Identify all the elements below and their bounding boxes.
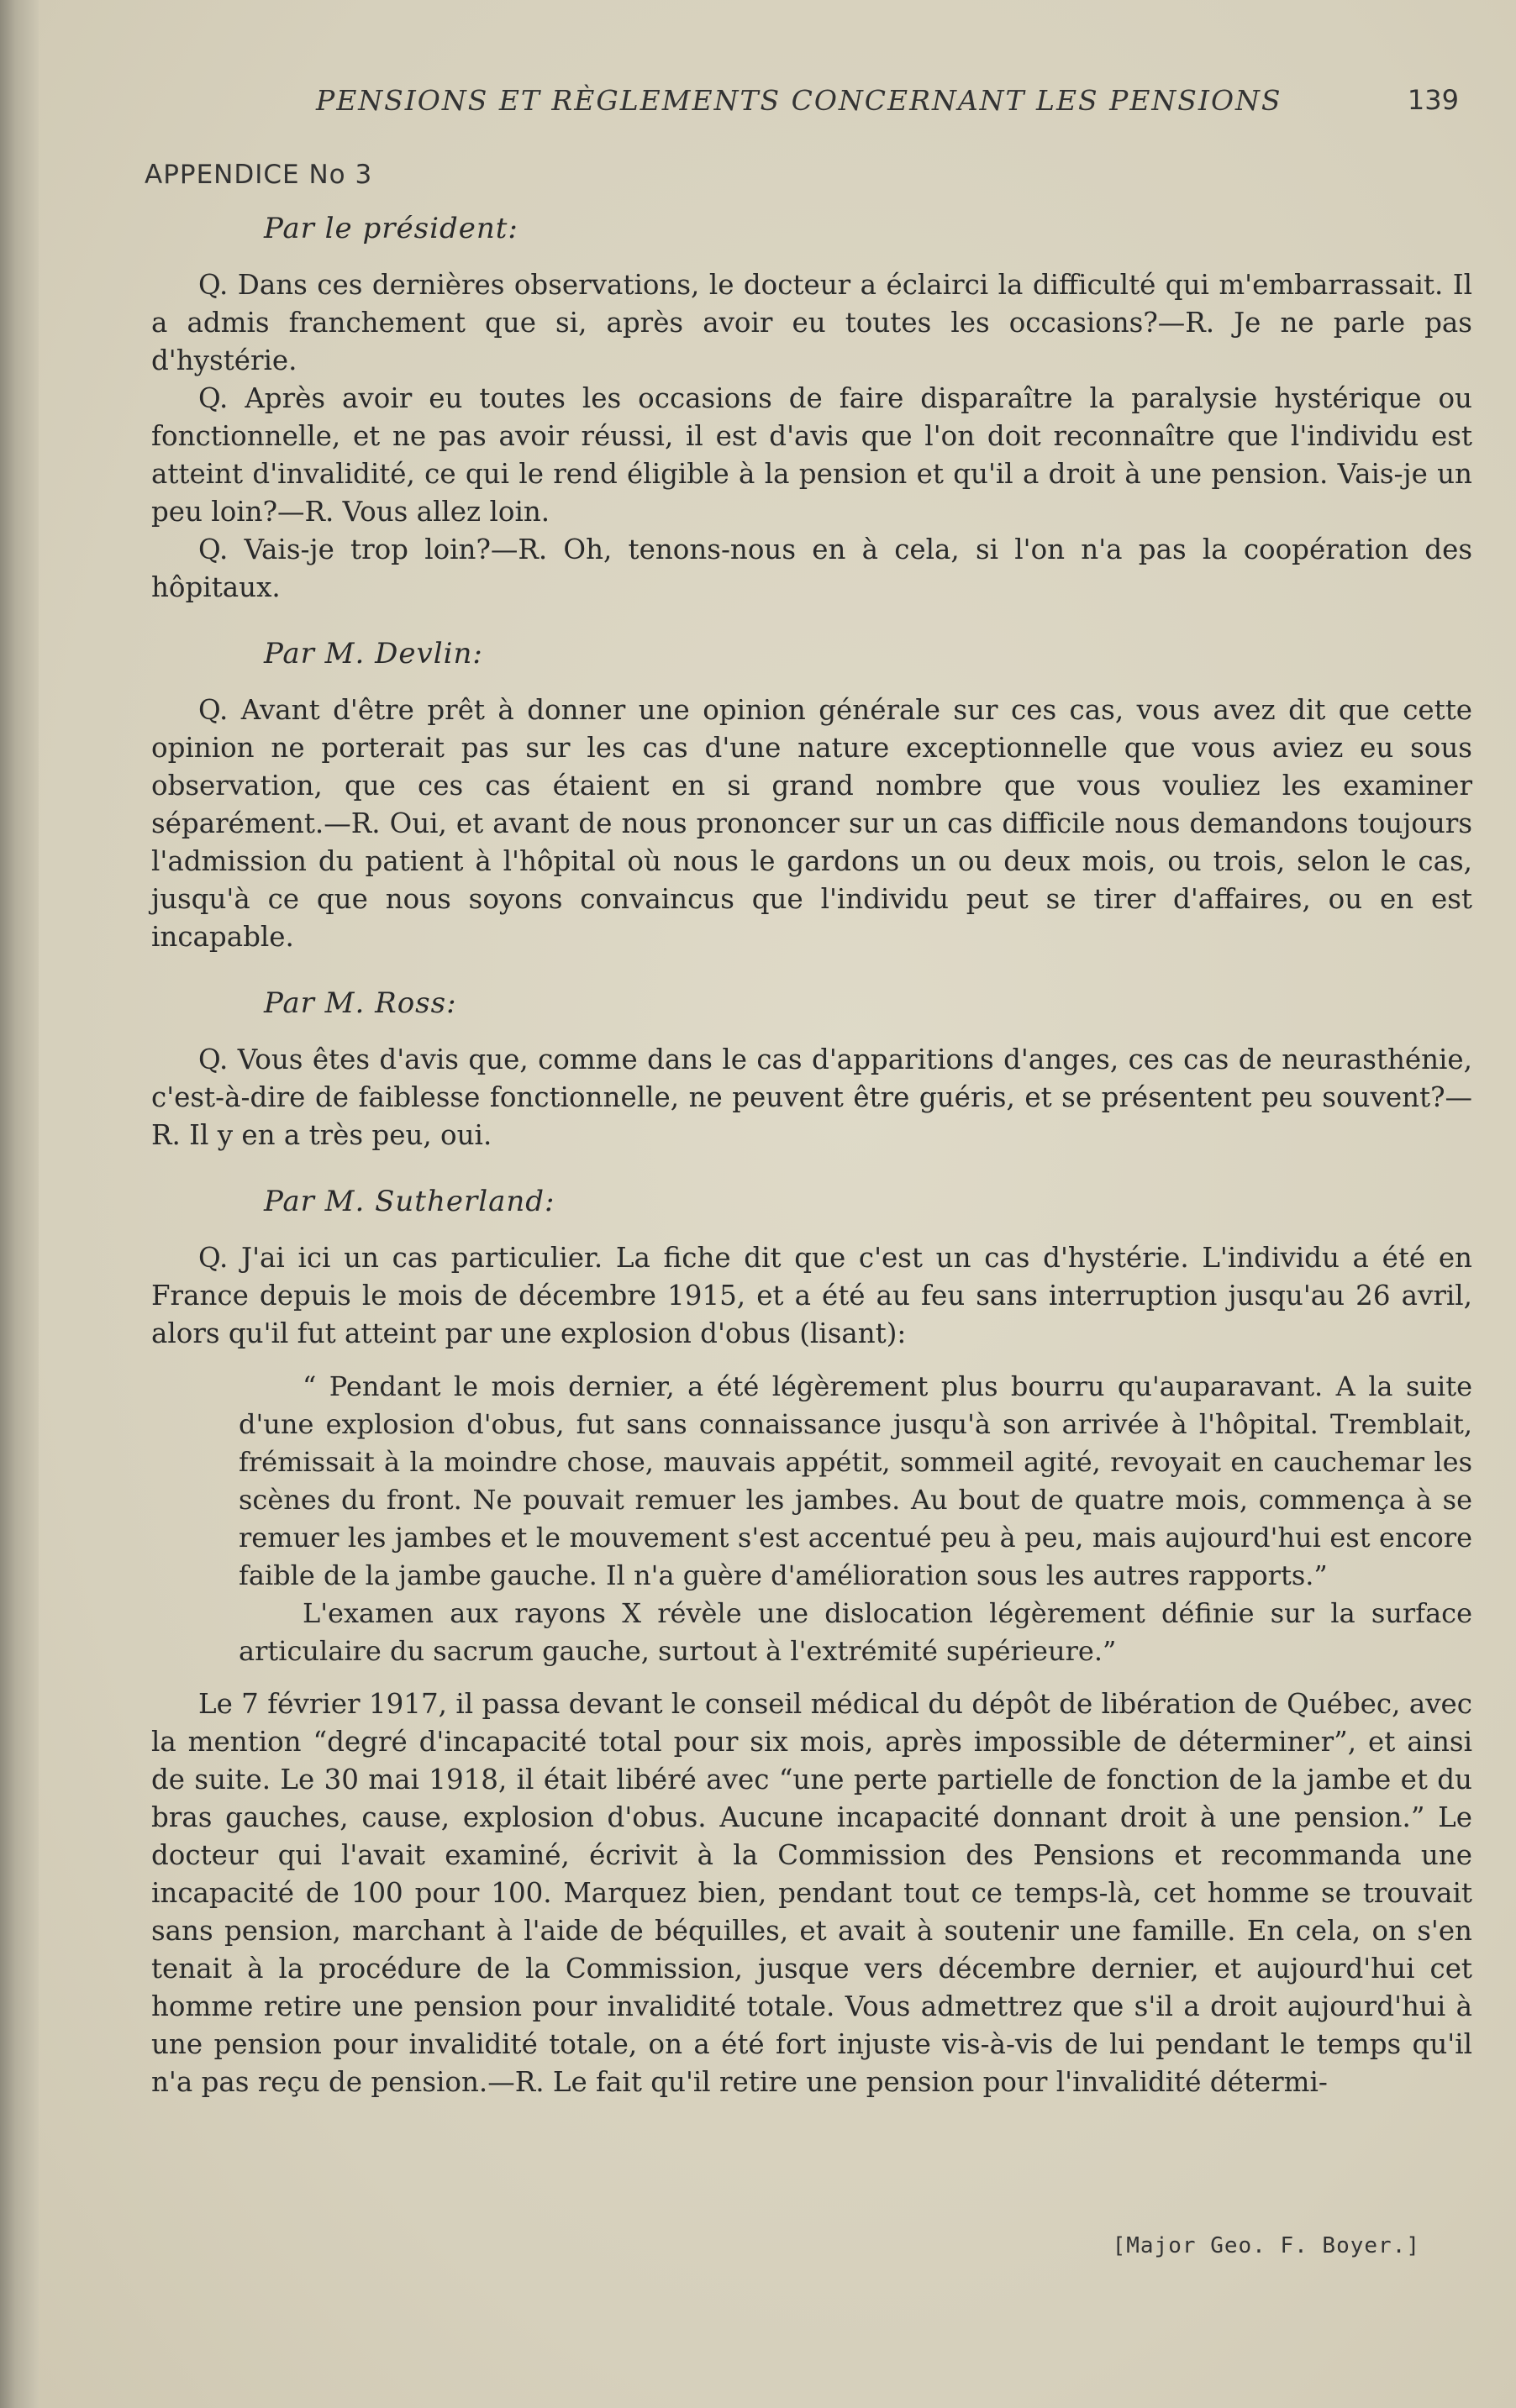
quoted-report: L'examen aux rayons X révèle une dislocation légèrement définie sur la surface articulaire du sacrum gauche, surtout à l'extrémité supérieure.” xyxy=(239,1597,1472,1667)
paragraph: Q. Avant d'être prêt à donner une opinion générale sur ces cas, vous avez dit que cette opinion ne porterait pas sur les cas d'une nature exceptionnelle que vous aviez eu sous observation, que ces cas étaient en si grand nombre que vous vouliez les examiner séparément.—R. Oui, et avant de nous prononcer sur un cas difficile nous demandons toujours l'admission du patient à l'hôpital où nous le gardons un ou deux mois, ou trois, selon le cas, jusqu'à ce que nous soyons convaincus que l'individu peut se tirer d'affaires, ou en est incapable. xyxy=(151,694,1472,953)
document-page xyxy=(39,0,1516,2408)
paragraph: Q. Vais-je trop loin?—R. Oh, tenons-nous en à cela, si l'on n'a pas la coopération des hôpitaux. xyxy=(151,534,1472,603)
speaker-signature: [Major Geo. F. Boyer.] xyxy=(1112,2233,1420,2258)
book-spine-shadow xyxy=(0,0,39,2408)
page-header xyxy=(316,84,1459,124)
paragraph: Q. J'ai ici un cas particulier. La fiche dit que c'est un cas d'hystérie. L'individu a été en France depuis le mois de décembre 1915, et a été au feu sans interruption jusqu'au 26 avril, alors qu'il fut atteint par une explosion d'obus (lisant): xyxy=(151,1242,1472,1349)
closing-paragraph: Le 7 février 1917, il passa devant le conseil médical du dépôt de libération de Québec, avec la mention “degré d'incapacité total pour six mois, après impossible de déterminer”, et ainsi de suite. Le 30 mai 1918, il était libéré avec “une perte partielle de fonction de la jambe et du bras gauches, cause, explosion d'obus. Aucune incapacité donnant droit à une pension.” Le docteur qui l'avait examiné, écrivit à la Commission des Pensions et recommanda une incapacité de 100 pour 100. Marquez bien, pendant tout ce temps-là, cet homme se trouvait sans pension, marchant à l'aide de béquilles, et avait à soutenir une famille. En cela, on s'en tenait à la procédure de la Commission, jusque vers décembre dernier, et aujourd'hui cet homme retire une pension pour invalidité totale. Vous admettrez que s'il a droit aujourd'hui à une pension pour invalidité totale, on a été fort injuste vis-à-vis de lui pendant le temps qu'il n'a pas reçu de pension.—R. Le fait qu'il retire une pension pour l'invalidité détermi- xyxy=(151,1688,1472,2098)
paragraph: Q. Après avoir eu toutes les occasions de faire disparaître la paralysie hystérique ou fonctionnelle, et ne pas avoir réussi, il est d'avis que l'on doit reconnaître que l'individu est atteint d'invalidité, ce qui le rend éligible à la pension et qu'il a droit à une pension. Vais-je un peu loin?—R. Vous allez loin. xyxy=(151,382,1472,528)
speaker-heading: Par M. Devlin: xyxy=(264,637,483,670)
speaker-heading: Par le président: xyxy=(264,212,518,245)
paragraph: Q. Vous êtes d'avis que, comme dans le cas d'apparitions d'anges, ces cas de neurasthénie, c'est-à-dire de faiblesse fonctionnelle, ne peuvent être guéris, et se présentent peu souvent?—R. Il y en a très peu, oui. xyxy=(151,1044,1472,1151)
paragraph: Q. Dans ces dernières observations, le docteur a éclairci la difficulté qui m'embarrassait. Il a admis franchement que si, après avoir eu toutes les occasions?—R. Je ne parle pas d'hystérie. xyxy=(151,269,1472,376)
appendix-label: APPENDICE No 3 xyxy=(145,160,373,190)
body-text xyxy=(151,210,1472,2101)
speaker-heading: Par M. Sutherland: xyxy=(264,1185,555,1218)
speaker-heading: Par M. Ross: xyxy=(264,986,457,1020)
quoted-report: “ Pendant le mois dernier, a été légèrement plus bourru qu'auparavant. A la suite d'une explosion d'obus, fut sans connaissance jusqu'à son arrivée à l'hôpital. Tremblait, frémissait à la moindre chose, mauvais appétit, sommeil agité, revoyait en cauchemar les scènes du front. Ne pouvait remuer les jambes. Au bout de quatre mois, commença à se remuer les jambes et le mouvement s'est accentué peu à peu, mais aujourd'hui est encore faible de la jambe gauche. Il n'a guère d'amélioration sous les autres rapports.” xyxy=(239,1370,1472,1591)
page-number: 139 xyxy=(1407,84,1459,116)
running-title: PENSIONS ET RÈGLEMENTS CONCERNANT LES PENSIONS xyxy=(316,84,1282,117)
